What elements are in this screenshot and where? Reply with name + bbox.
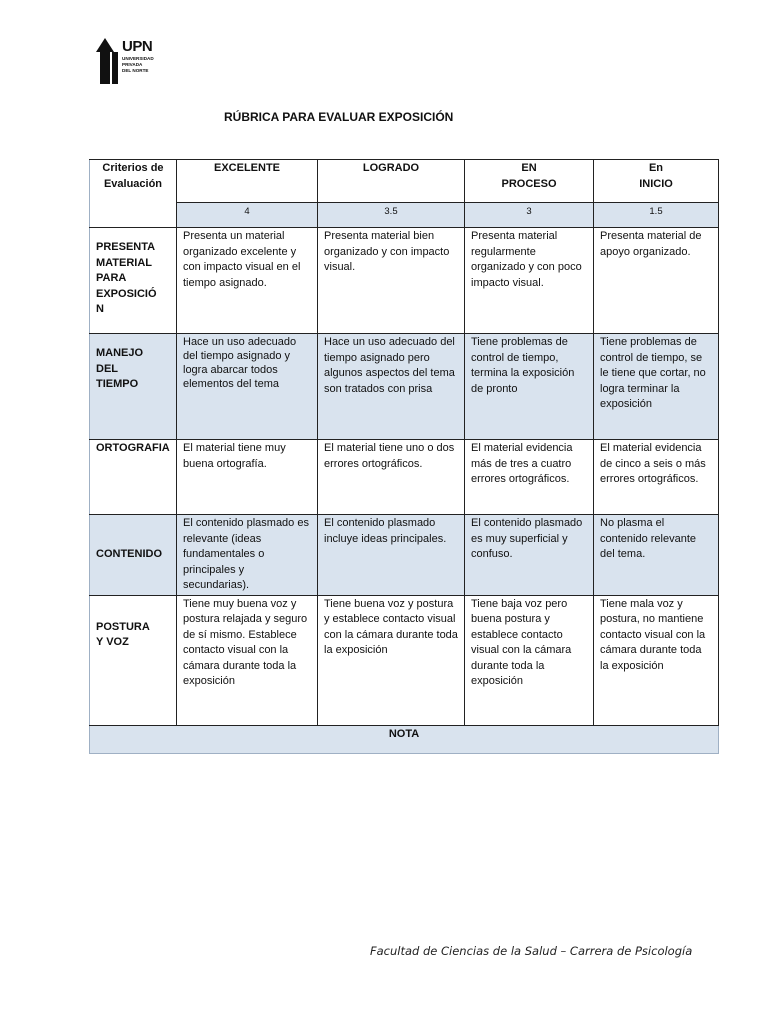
rubric-cell: El material tiene uno o dos errores ortográficos. bbox=[318, 440, 465, 515]
rubric-cell: Hace un uso adecuado del tiempo asignado y logra abarcar todos elementos del tema bbox=[177, 334, 318, 440]
criterion-label bbox=[90, 440, 177, 515]
rubric-cell: El material evidencia de cinco a seis o más errores ortográficos. bbox=[594, 440, 719, 515]
rubric-cell: El material evidencia más de tres a cuatro errores ortográficos. bbox=[465, 440, 594, 515]
criterion-line: MANEJO bbox=[96, 347, 144, 359]
criterion-row-postura-voz bbox=[90, 595, 719, 725]
criteria-header-line: Criterios de bbox=[102, 162, 164, 174]
logo-subtitle bbox=[122, 56, 162, 74]
rubric-cell: Tiene muy buena voz y postura relajada y seguro de sí mismo. Establece contacto visual con la cámara durante toda la exposición bbox=[177, 595, 318, 725]
rubric-cell: El contenido plasmado incluye ideas principales. bbox=[318, 515, 465, 596]
score-cell: 3 bbox=[465, 203, 594, 228]
logo-subtitle-line: PRIVADA bbox=[122, 62, 143, 67]
criterion-line: PARA bbox=[96, 272, 127, 284]
rubric-cell: Presenta un material organizado excelente y con impacto visual en el tiempo asignado. bbox=[177, 228, 318, 334]
header-row bbox=[90, 160, 719, 203]
rubric-cell: El material tiene muy buena ortografía. bbox=[177, 440, 318, 515]
criterion-label bbox=[90, 334, 177, 440]
level-label: PROCESO bbox=[501, 177, 557, 190]
criterion-line: EXPOSICIÓ bbox=[96, 287, 157, 300]
criterion-line: Y VOZ bbox=[96, 636, 129, 648]
page-footer: Facultad de Ciencias de la Salud – Carrera de Psicología bbox=[370, 944, 693, 958]
score-cell: 1.5 bbox=[594, 203, 719, 228]
criteria-header bbox=[90, 160, 177, 228]
score-cell: 4 bbox=[177, 203, 318, 228]
rubric-cell: Tiene buena voz y postura y establece contacto visual con la cámara durante toda la exposición bbox=[318, 595, 465, 725]
criterion-line: POSTURA bbox=[96, 620, 150, 633]
rubric-table bbox=[89, 159, 719, 754]
rubric-cell: Tiene problemas de control de tiempo, termina la exposición de pronto bbox=[465, 334, 594, 440]
document-title: RÚBRICA PARA EVALUAR EXPOSICIÓN bbox=[224, 110, 454, 124]
rubric-cell: Tiene problemas de control de tiempo, se le tiene que cortar, no logra terminar la exposición bbox=[594, 334, 719, 440]
criterion-row-contenido bbox=[90, 515, 719, 596]
rubric-cell: Tiene mala voz y postura, no mantiene contacto visual con la cámara durante toda la exposición bbox=[594, 595, 719, 725]
criterion-label bbox=[90, 595, 177, 725]
rubric-cell: Hace un uso adecuado del tiempo asignado pero algunos aspectos del tema son tratados con prisa bbox=[318, 334, 465, 440]
level-header-logrado bbox=[318, 160, 465, 203]
criterion-line: ORTOGRAFIA bbox=[96, 442, 170, 454]
level-header-en-inicio bbox=[594, 160, 719, 203]
logo-subtitle-line: DEL NORTE bbox=[122, 68, 149, 73]
criterion-row-presenta-material bbox=[90, 228, 719, 334]
criterion-line: N bbox=[96, 303, 104, 315]
rubric-cell: El contenido plasmado es relevante (ideas fundamentales o principales y secundarias). bbox=[177, 515, 318, 596]
level-header-en-proceso bbox=[465, 160, 594, 203]
level-label: EXCELENTE bbox=[213, 162, 280, 174]
criterion-line: MATERIAL bbox=[96, 256, 153, 269]
nota-row bbox=[90, 725, 719, 753]
level-label: EN bbox=[521, 162, 537, 174]
rubric-cell: Presenta material regularmente organizado y con poco impacto visual. bbox=[465, 228, 594, 334]
criterion-line: DEL bbox=[96, 362, 118, 375]
rubric-cell: Tiene baja voz pero buena postura y establece contacto visual con la cámara durante toda la exposición bbox=[465, 595, 594, 725]
criterion-label bbox=[90, 515, 177, 596]
rubric-cell: Presenta material bien organizado y con impacto visual. bbox=[318, 228, 465, 334]
criterion-row-manejo-tiempo bbox=[90, 334, 719, 440]
rubric-cell: El contenido plasmado es muy superficial y confuso. bbox=[465, 515, 594, 596]
criteria-header-line: Evaluación bbox=[103, 177, 163, 190]
criterion-line: TIEMPO bbox=[96, 378, 139, 390]
criterion-label bbox=[90, 228, 177, 334]
logo-text: UPN bbox=[122, 38, 153, 55]
logo-subtitle-line: UNIVERSIDAD bbox=[122, 56, 154, 61]
level-header-excelente bbox=[177, 160, 318, 203]
level-label: En bbox=[648, 162, 664, 174]
nota-cell: NOTA bbox=[90, 725, 719, 753]
criterion-row-ortografia bbox=[90, 440, 719, 515]
level-label: INICIO bbox=[639, 177, 673, 190]
criterion-line: CONTENIDO bbox=[96, 548, 162, 560]
criterion-line: PRESENTA bbox=[96, 241, 156, 253]
rubric-cell: No plasma el contenido relevante del tema. bbox=[594, 515, 719, 596]
score-cell: 3.5 bbox=[318, 203, 465, 228]
score-row bbox=[90, 203, 719, 228]
level-label: LOGRADO bbox=[362, 162, 420, 174]
rubric-cell: Presenta material de apoyo organizado. bbox=[594, 228, 719, 334]
